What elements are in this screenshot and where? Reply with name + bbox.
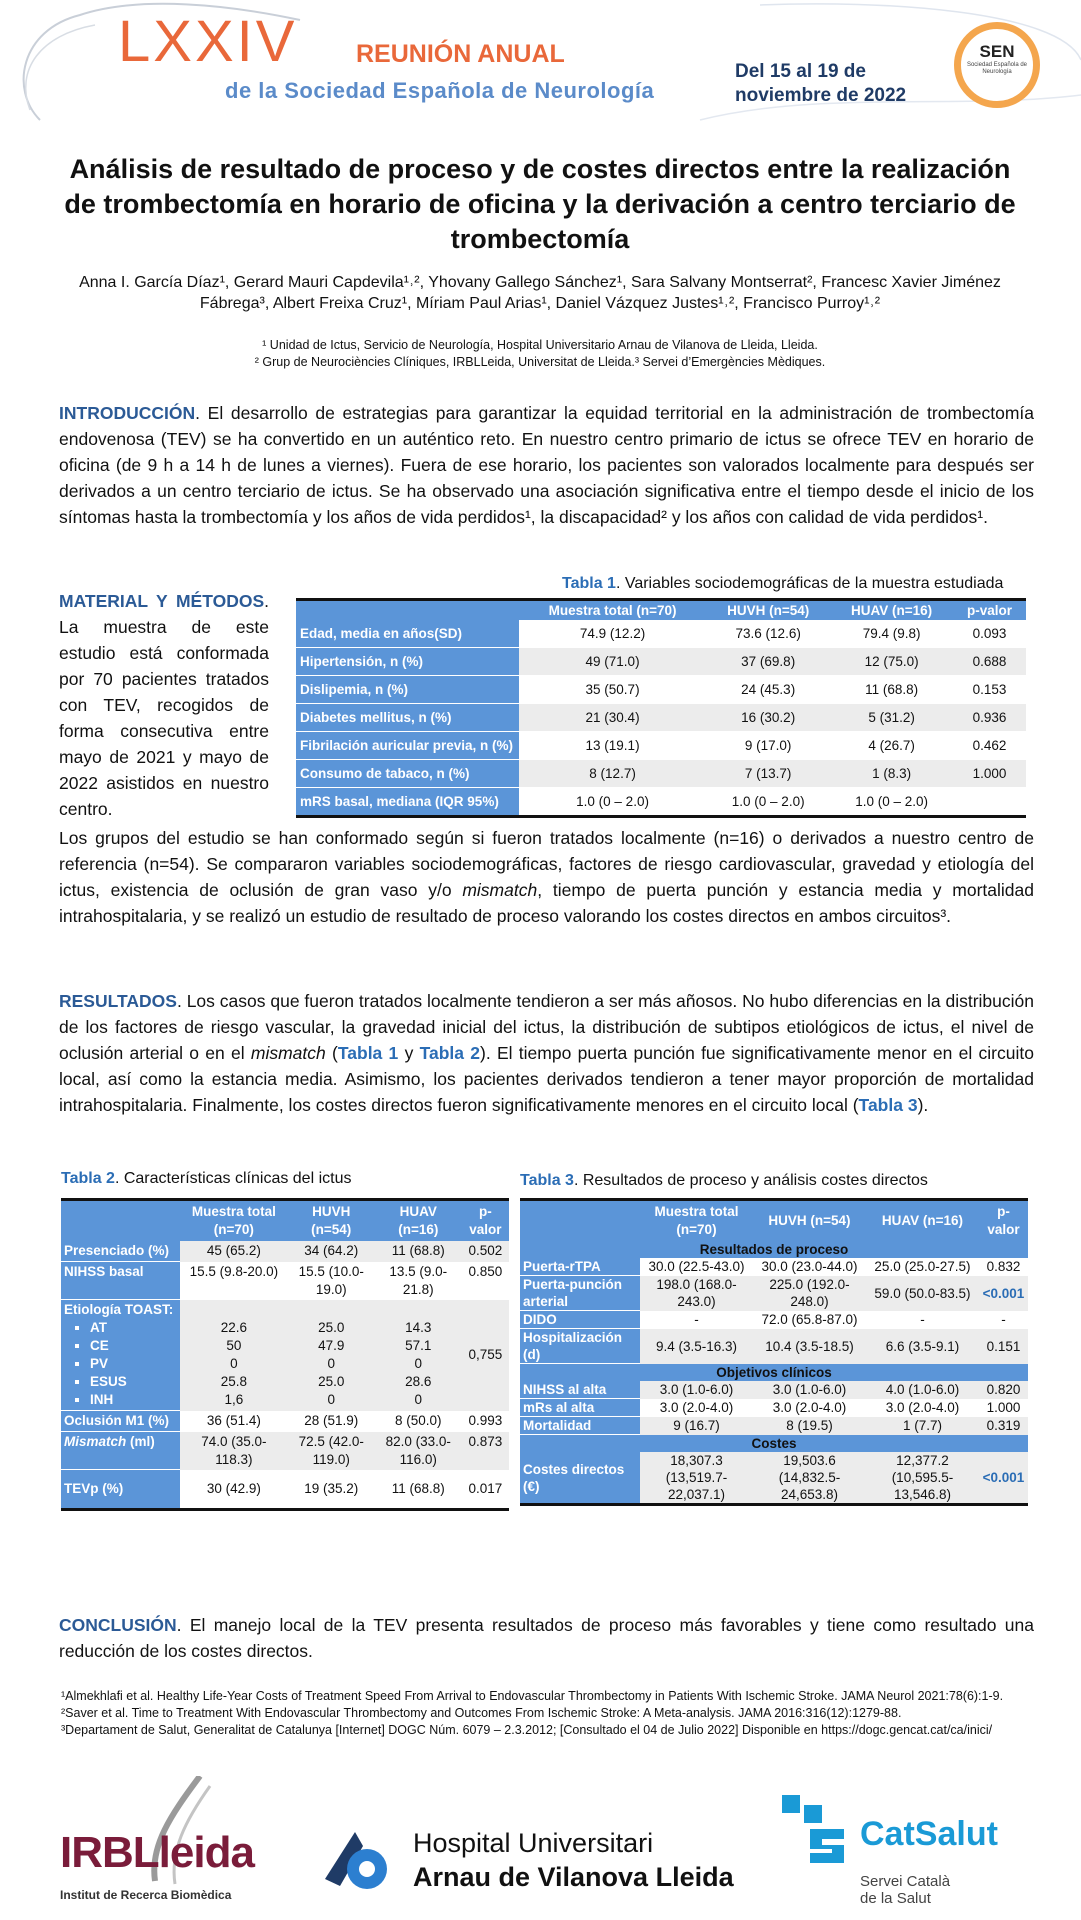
toast-value: 47.9 [318, 1337, 345, 1353]
table2-cell: 13.5 (9.0-21.8) [389, 1263, 448, 1297]
table-row [296, 620, 1026, 648]
table1-reference: Tabla 1 [337, 1043, 399, 1063]
event-number: LXXIV [118, 9, 298, 74]
hospital-logo [315, 1820, 735, 1900]
table-row [61, 1411, 509, 1432]
catsalut-name: CatSalut [860, 1815, 998, 1853]
table1-cell: 79.4 (9.8) [830, 620, 953, 648]
table3-cell: 225.0 (192.0-248.0) [753, 1276, 866, 1311]
table3-cell: 3.0 (2.0-4.0) [885, 1400, 960, 1415]
table1-cell: 0.936 [953, 704, 1026, 732]
hospital-name-line-1: Hospital Universitari [413, 1828, 654, 1858]
toast-heading: Etiología TOAST: [64, 1302, 174, 1317]
table1-cell: 12 (75.0) [830, 648, 953, 676]
toast-value: 22.6 [220, 1319, 247, 1335]
reference-3: ³Departament de Salut, Generalitat de Catalunya [Internet] DOGC Núm. 6079 – 2.3.2012; [Consultado el 04 de Julio 2022] Disponible en https://dogc.gencat.cat/ca/inici/ [61, 1723, 993, 1737]
table3-cell: 3.0 (2.0-4.0) [772, 1400, 847, 1415]
conclusion-heading: CONCLUSIÓN [59, 1615, 177, 1635]
sen-logo-subtext: Sociedad Española de Neurología [966, 62, 1028, 75]
catsalut-sub-line-2: de la Salut [860, 1890, 931, 1907]
table2-caption-text: . Características clínicas del ictus [114, 1170, 352, 1187]
table-row [520, 1417, 1028, 1435]
hospital-name-line-2: Arnau de Vilanova Lleida [413, 1862, 734, 1892]
table1-row-label: Hipertensión, n (%) [296, 648, 519, 676]
dates-line-2: noviembre de 2022 [735, 85, 907, 106]
table1-cell: 35 (50.7) [519, 676, 706, 704]
header-banner [0, 0, 1081, 132]
table1-cell: 74.9 (12.2) [519, 620, 706, 648]
table3-cell: 4.0 (1.0-6.0) [866, 1381, 979, 1399]
table3 [520, 1198, 1028, 1506]
methods-heading: MATERIAL Y MÉTODOS [59, 591, 265, 611]
table3-row-label: Puerta-rTPA [520, 1258, 640, 1276]
table1-cell: 9 (17.0) [706, 732, 830, 760]
table1-cell: 0.462 [953, 732, 1026, 760]
table1-cell [953, 788, 1026, 817]
table-row [520, 1311, 1028, 1329]
methods-text-2b: , tiempo de puerta punción y estancia media y mortalidad intrahospitalaria, y se realizó un estudio de resultado de proceso valorando los costes directos en ambos circuitos³. [59, 880, 1034, 926]
table3-cell: 3.0 (2.0-4.0) [659, 1400, 734, 1415]
table2-header: HUVH (n=54) [288, 1200, 375, 1242]
table3-caption-text: . Resultados de proceso y análisis costes directos [573, 1172, 928, 1189]
table2-header-row [61, 1200, 509, 1242]
table1-cell: 49 (71.0) [519, 648, 706, 676]
table2-row-label: Oclusión M1 (%) [61, 1411, 180, 1432]
table3-cell: - [1001, 1312, 1006, 1327]
table1-label: Tabla 1 [562, 575, 616, 592]
table1-header: p-valor [953, 600, 1026, 621]
irblleida-name: IRBLleida [60, 1828, 254, 1877]
table3-cell: 1.000 [986, 1400, 1021, 1415]
table-row [520, 1329, 1028, 1364]
table2-cell: 0.502 [462, 1241, 509, 1262]
conclusion-text: . El manejo local de la TEV presenta resultados de proceso más favorables y tiene como resultado una reducción de los costes directos. [59, 1615, 1034, 1661]
table3-cell: 25.0 (25.0-27.5) [874, 1259, 971, 1275]
toast-item: ▪ ESUS [90, 1373, 177, 1391]
toast-value: 50 [226, 1337, 242, 1353]
affiliation-1: ¹ Unidad de Ictus, Servicio de Neurología, Hospital Universitario Arnau de Vilanova de Lleida, Lleida. [262, 338, 818, 352]
toast-value: 25.0 [318, 1319, 345, 1335]
table2-header: HUAV (n=16) [375, 1200, 462, 1242]
table1-caption [562, 575, 1003, 593]
table3-caption [520, 1172, 928, 1190]
table1-cell: 5 (31.2) [830, 704, 953, 732]
irblleida-subtitle: Institut de Recerca Biomèdica [60, 1888, 232, 1902]
dates-line-1: Del 15 al 19 de [735, 61, 866, 82]
table-row [296, 704, 1026, 732]
table1-row-label: Dislipemia, n (%) [296, 676, 519, 704]
table1-cell: 4 (26.7) [830, 732, 953, 760]
table3-header: p-valor [979, 1200, 1028, 1242]
table2-cell [375, 1300, 462, 1411]
toast-value: 57.1 [405, 1337, 432, 1353]
table1-cell: 0.153 [953, 676, 1026, 704]
table2-reference: Tabla 2 [419, 1043, 481, 1063]
table-row [61, 1432, 509, 1470]
mismatch-label: Mismatch [64, 1434, 127, 1449]
methods-section [59, 588, 269, 822]
table1-header: HUVH (n=54) [706, 600, 830, 621]
table3-section-title: Resultados de proceso [520, 1241, 1028, 1258]
conclusion-section [59, 1612, 1034, 1664]
event-dates [735, 60, 906, 108]
table3-label: Tabla 3 [520, 1172, 574, 1189]
table1-row-label: Fibrilación auricular previa, n (%) [296, 732, 519, 760]
table2-row-label: NIHSS basal [61, 1262, 180, 1300]
table1-cell: 21 (30.4) [519, 704, 706, 732]
table2-label: Tabla 2 [61, 1170, 115, 1187]
reference-1: ¹Almekhlafi et al. Healthy Life-Year Costs of Treatment Speed From Arrival to Endovascular Thrombectomy in Patients With Ischemic Stroke. JAMA Neurol 2021:78(6):1-9. [61, 1689, 1004, 1703]
table3-section-row [520, 1364, 1028, 1382]
table-row [520, 1399, 1028, 1417]
table1-cell: 24 (45.3) [706, 676, 830, 704]
table2-header: p-valor [462, 1200, 509, 1242]
table1-cell: 73.6 (12.6) [706, 620, 830, 648]
table1-cell: 37 (69.8) [706, 648, 830, 676]
table3-cell: 0.820 [979, 1381, 1028, 1399]
table3-cell: 30.0 (23.0-44.0) [761, 1259, 858, 1275]
results-text: y [398, 1043, 420, 1063]
table3-section-row [520, 1241, 1028, 1258]
sen-logo [954, 22, 1040, 108]
event-name: REUNIÓN ANUAL [356, 40, 565, 68]
table3-cell: 0.151 [979, 1329, 1028, 1364]
table2-header: Muestra total (n=70) [180, 1200, 288, 1242]
table3-cell: - [694, 1312, 699, 1327]
methods-text-2a: Los grupos del estudio se han conformado según si fueron tratados localmente (n=16) o derivados a nuestro centro de referencia (n=54). Se compararon variables sociodemográficas, factores de riesgo cardiovascular, gravedad y etiología del ictus, existencia de oclusión de gran vaso y/o [59, 828, 1034, 900]
table3-cell: 6.6 (3.5-9.1) [866, 1329, 979, 1364]
table2-cell [288, 1300, 375, 1411]
table3-cell: 3.0 (1.0-6.0) [753, 1381, 866, 1399]
table3-reference: Tabla 3 [858, 1095, 918, 1115]
table3-cell: 0.832 [986, 1259, 1021, 1275]
results-emphasis: mismatch [250, 1043, 326, 1063]
table3-row-label: NIHSS al alta [520, 1381, 640, 1399]
table3-cell: <0.001 [979, 1452, 1028, 1505]
table3-header-empty [520, 1200, 640, 1242]
table2-row-label: Presenciado (%) [61, 1241, 180, 1262]
authors: Anna I. García Díaz¹, Gerard Mauri Capdevila¹˒², Yhovany Gallego Sánchez¹, Sara Salvany Montserrat², Francesc Xavier Jiménez Fábrega³, Albert Freixa Cruz¹, Míriam Paul Arias¹, Daniel Vázquez Justes¹˒², Francisco Purroy¹˒² [79, 274, 1001, 312]
table2-cell: 19 (35.2) [304, 1480, 359, 1496]
irblleida-logo [60, 1776, 260, 1906]
table3-cell: 198.0 (168.0-243.0) [640, 1276, 753, 1311]
table3-header: HUVH (n=54) [753, 1200, 866, 1242]
table2-cell: 0,755 [462, 1300, 509, 1411]
catsalut-emblem-icon [782, 1795, 852, 1865]
table-row [296, 676, 1026, 704]
table1-header [296, 600, 519, 621]
toast-value: 0 [414, 1355, 423, 1371]
table1-cell: 8 (12.7) [519, 760, 706, 788]
table3-section-title: Costes [520, 1435, 1028, 1453]
toast-value: 0 [230, 1355, 238, 1371]
table3-cell: 10.4 (3.5-18.5) [753, 1329, 866, 1364]
introduction-text: . El desarrollo de estrategias para garantizar la equidad territorial en la administración de trombectomía endovenosa (TEV) se ha convertido en un auténtico reto. En nuestro centro primario de ictus se ofrece TEV en horario de oficina (de 9 h a 14 h de lunes a viernes). Fuera de ese horario, los pacientes son valorados localmente para después ser derivados a un centro terciario de ictus. Se ha observado una asociación significativa entre el tiempo desde el inicio de los síntomas hasta la trombectomía y los años de vida perdidos¹, la discapacidad² y los años con calidad de vida perdidos¹. [59, 403, 1034, 527]
toast-value: 28.6 [405, 1373, 432, 1389]
toast-value: 0 [327, 1391, 335, 1407]
table3-row-label: Mortalidad [520, 1417, 640, 1435]
table2-cell: 11 (68.8) [391, 1480, 445, 1496]
table2-cell: 0.850 [468, 1263, 503, 1279]
table1-cell: 1.000 [953, 760, 1026, 788]
table2-row-label: TEVp (%) [61, 1470, 180, 1510]
table3-row-label: Hospitalización (d) [520, 1329, 640, 1364]
toast-item: ▪ PV [90, 1355, 177, 1373]
table3-header: Muestra total (n=70) [640, 1200, 753, 1242]
affiliations [50, 337, 1030, 371]
table1-row-label: mRS basal, mediana (IQR 95%) [296, 788, 519, 817]
table2 [61, 1198, 509, 1511]
toast-value: 25.0 [318, 1373, 345, 1389]
methods-text-2em: mismatch [462, 880, 538, 900]
table2-cell: 36 (51.4) [206, 1412, 261, 1428]
table-row [296, 788, 1026, 817]
toast-value: 25.8 [220, 1373, 247, 1389]
table-row [296, 648, 1026, 676]
table1-cell: 0.688 [953, 648, 1026, 676]
affiliation-2: ² Grup de Neurociències Clíniques, IRBLLeida, Universitat de Lleida.³ Servei d’Emergències Mèdiques. [254, 355, 826, 369]
table3-row-label: Costes directos (€) [520, 1452, 640, 1505]
table1-cell: 16 (30.2) [706, 704, 830, 732]
table3-cell: 8 (19.5) [753, 1417, 866, 1435]
table1-row-label: Consumo de tabaco, n (%) [296, 760, 519, 788]
table1-cell: 1.0 (0 – 2.0) [519, 788, 706, 817]
table3-cell: 3.0 (1.0-6.0) [640, 1381, 753, 1399]
table3-cell: - [920, 1312, 925, 1327]
toast-item: ▪ AT [90, 1319, 177, 1337]
table1 [296, 598, 1026, 818]
table1-cell: 11 (68.8) [830, 676, 953, 704]
table2-cell: 72.5 (42.0-119.0) [288, 1432, 375, 1470]
table2-cell: 11 (68.8) [375, 1241, 462, 1262]
toast-value: 14.3 [405, 1319, 432, 1335]
table3-row-label: Puerta-punción arterial [520, 1276, 640, 1311]
table1-cell: 1.0 (0 – 2.0) [830, 788, 953, 817]
table1-cell: 1.0 (0 – 2.0) [706, 788, 830, 817]
table1-header-row [296, 600, 1026, 621]
toast-item: ▪ CE [90, 1337, 177, 1355]
table3-cell: 19,503.6 (14,832.5-24,653.8) [753, 1452, 866, 1505]
table2-cell: 34 (64.2) [288, 1241, 375, 1262]
table-row [61, 1470, 509, 1510]
table3-section-title: Objetivos clínicos [520, 1364, 1028, 1382]
table-row [296, 760, 1026, 788]
table-row [61, 1300, 509, 1411]
table3-cell: 59.0 (50.0-83.5) [866, 1276, 979, 1311]
table1-row-label: Edad, media en años(SD) [296, 620, 519, 648]
table3-cell: 9 (16.7) [640, 1417, 753, 1435]
table2-cell: 28 (51.9) [304, 1412, 359, 1428]
table2-cell: 30 (42.9) [206, 1480, 261, 1496]
catsalut-sub-line-1: Servei Català [860, 1873, 951, 1890]
catsalut-subtitle [860, 1873, 950, 1907]
sen-logo-text: SEN [979, 42, 1015, 61]
table1-cell: 13 (19.1) [519, 732, 706, 760]
table1-header: Muestra total (n=70) [519, 600, 706, 621]
table2-caption [61, 1170, 351, 1188]
reference-2: ²Saver et al. Time to Treatment With Endovascular Thrombectomy and Outcomes From Ischemic Stroke: A Meta-analysis. JAMA 2016:316(12):1279-88. [61, 1706, 902, 1720]
table2-cell: 82.0 (33.0-116.0) [375, 1432, 462, 1470]
table1-cell: 0.093 [953, 620, 1026, 648]
table3-cell: 9.4 (3.5-16.3) [640, 1329, 753, 1364]
mismatch-unit: (ml) [126, 1434, 155, 1449]
table1-cell: 1 (8.3) [830, 760, 953, 788]
results-text: ( [325, 1043, 338, 1063]
table1-caption-text: . Variables sociodemográficas de la muestra estudiada [615, 575, 1004, 592]
table2-cell: 74.0 (35.0-118.3) [180, 1432, 288, 1470]
table3-header-row [520, 1200, 1028, 1242]
methods-continuation [59, 825, 1034, 929]
society-name: de la Sociedad Española de Neurología [225, 78, 655, 103]
table-row [520, 1452, 1028, 1505]
introduction-section [59, 400, 1034, 530]
toast-item: ▪ INH [90, 1391, 177, 1409]
hospital-emblem-icon [315, 1824, 395, 1896]
table3-cell: <0.001 [979, 1276, 1028, 1311]
table3-row-label: DIDO [520, 1311, 640, 1329]
results-text: ). El tiempo puerta punción fue significativamente menor en el circuito local, así como la estancia media. Asimismo, los pacientes derivados tendieron a tener mayor proporción de mortalidad intrahospitalaria. Finalmente, los costes directos fueron significativamente menores en el circuito local ( [59, 1043, 1034, 1115]
table3-cell: 1 (7.7) [866, 1417, 979, 1435]
table2-cell: 0.873 [462, 1432, 509, 1470]
table-row [61, 1241, 509, 1262]
table3-row-label: mRs al alta [520, 1399, 640, 1417]
toast-value: 0 [327, 1355, 335, 1371]
table2-cell: 15.5 (10.0-19.0) [298, 1263, 364, 1297]
table2-toast-label [61, 1300, 180, 1411]
table2-cell: 0.993 [468, 1412, 503, 1428]
references [61, 1688, 1021, 1739]
toast-value: 1,6 [224, 1391, 244, 1407]
methods-text: . La muestra de este estudio está conformada por 70 pacientes tratados con TEV, recogidos de forma consecutiva entre mayo de 2021 y mayo de 2022 asistidos en nuestro centro. [59, 591, 269, 819]
table1-header: HUAV (n=16) [830, 600, 953, 621]
poster-title: Análisis de resultado de proceso y de costes directos entre la realización de trombectomía en horario de oficina y la derivación a centro terciario de trombectomía [64, 154, 1016, 254]
table3-cell: 18,307.3 (13,519.7-22,037.1) [640, 1452, 753, 1505]
table3-cell: 30.0 (22.5-43.0) [648, 1259, 745, 1275]
table-row [520, 1258, 1028, 1276]
results-section [59, 988, 1034, 1118]
table-row [61, 1262, 509, 1300]
table3-cell: 72.0 (65.8-87.0) [761, 1312, 858, 1327]
table-row [520, 1381, 1028, 1399]
table2-cell: 0.017 [468, 1480, 503, 1496]
table3-cell: 0.319 [979, 1417, 1028, 1435]
table1-row-label: Diabetes mellitus, n (%) [296, 704, 519, 732]
table3-header: HUAV (n=16) [866, 1200, 979, 1242]
catsalut-logo [782, 1795, 1032, 1905]
table2-header-empty [61, 1200, 180, 1242]
table3-section-row [520, 1435, 1028, 1453]
table2-row-label [61, 1432, 180, 1470]
results-heading: RESULTADOS [59, 991, 177, 1011]
table-row [296, 732, 1026, 760]
toast-value: 0 [414, 1391, 423, 1407]
table2-cell [180, 1300, 288, 1411]
table2-cell: 15.5 (9.8-20.0) [189, 1263, 279, 1279]
results-text: ). [917, 1095, 929, 1115]
toast-list [64, 1319, 177, 1409]
table2-cell: 8 (50.0) [395, 1412, 442, 1428]
introduction-heading: INTRODUCCIÓN [59, 403, 196, 423]
results-text: . Los casos que fueron tratados localmente tendieron a ser más añosos. No hubo diferencias en la distribución de los factores de riesgo vascular, la gravedad inicial del ictus, la distribución de subtipos etiológicos de ictus, el nivel de oclusión arterial o en el [59, 991, 1034, 1063]
table-row [520, 1276, 1028, 1311]
table1-cell: 7 (13.7) [706, 760, 830, 788]
table2-cell: 45 (65.2) [180, 1241, 288, 1262]
table3-cell: 12,377.2 (10,595.5-13,546.8) [866, 1452, 979, 1505]
